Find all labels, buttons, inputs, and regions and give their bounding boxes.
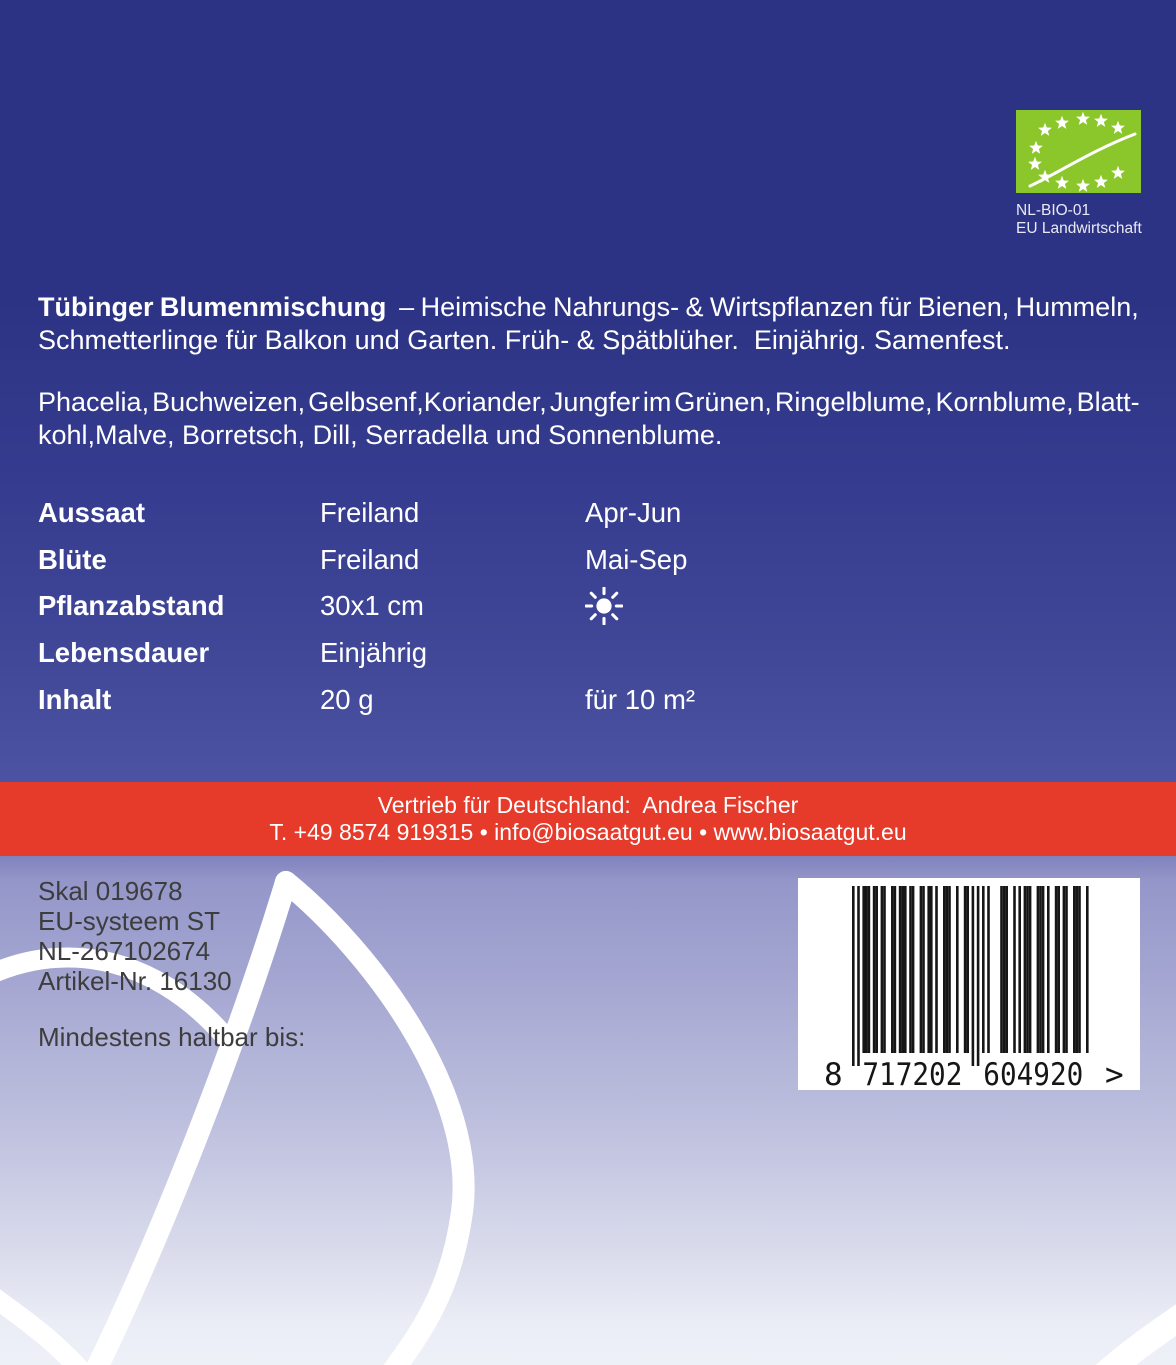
- best-before-label: Mindestens haltbar bis:: [38, 1022, 306, 1052]
- species-list-line1: Phacelia, Buchweizen, Gelbsenf,Koriander, Jungfer im Grünen, Ringelblume, Kornblume, Blatt-: [38, 387, 1140, 417]
- distributor-line1: Vertrieb für Deutschland: Andrea Fischer: [377, 792, 799, 818]
- eu-logo-code: NL-BIO-01: [1016, 202, 1091, 219]
- svg-text:8: 8: [824, 1057, 843, 1090]
- svg-text:604920: 604920: [983, 1057, 1084, 1090]
- spec-value: 20 g: [320, 683, 374, 715]
- table-row: [38, 583, 1140, 630]
- eu-organic-logo: [1016, 110, 1142, 238]
- eu-organic-logo-box: [1016, 110, 1141, 193]
- spec-extra: für 10 m²: [585, 683, 696, 715]
- certification-block: [38, 876, 305, 1052]
- spec-value: Freiland: [320, 543, 420, 575]
- table-row: [38, 676, 1140, 723]
- table-row: [38, 630, 1140, 677]
- cert-line: Artikel-Nr. 16130: [38, 966, 232, 996]
- product-name: Tübinger Blumenmischung: [38, 292, 387, 322]
- cert-line: Skal 019678: [38, 876, 183, 906]
- eu-leaf-stars-icon: [1016, 110, 1141, 193]
- sun-icon: [585, 587, 623, 625]
- spec-value: Freiland: [320, 497, 420, 529]
- spec-label: Inhalt: [38, 683, 112, 715]
- spec-value: Einjährig: [320, 637, 428, 669]
- eu-logo-origin: EU Landwirtschaft: [1016, 220, 1142, 237]
- product-title-line1: [38, 291, 1140, 324]
- svg-text:>: >: [1105, 1057, 1124, 1090]
- table-row: [38, 490, 1140, 537]
- spec-extra: Apr-Jun: [585, 497, 682, 529]
- distributor-banner: [0, 782, 1176, 856]
- spec-label: Lebensdauer: [38, 637, 210, 669]
- spec-label: Blüte: [38, 543, 107, 575]
- cert-line: EU-systeem ST: [38, 906, 221, 936]
- spec-value: 30x1 cm: [320, 590, 424, 622]
- product-tagline: – Heimische Nahrungs- & Wirtspflanzen für Bienen, Hummeln,: [386, 292, 1139, 322]
- spec-extra: Mai-Sep: [585, 543, 688, 575]
- spec-label: Pflanzabstand: [38, 590, 225, 622]
- product-title-line2: Schmetterlinge für Balkon und Garten. Früh- & Spätblüher. Einjährig. Samenfest.: [38, 325, 1011, 355]
- species-list: [38, 386, 1140, 452]
- spec-label: Aussaat: [38, 497, 145, 529]
- barcode: [798, 878, 1140, 1090]
- distributor-line2: T. +49 8574 919315 • info@biosaatgut.eu • www.biosaatgut.eu: [269, 819, 907, 845]
- spec-extra: [585, 583, 1140, 630]
- product-title-block: [38, 291, 1140, 357]
- table-row: [38, 537, 1140, 584]
- barcode-image: [798, 878, 1140, 1090]
- svg-text:717202: 717202: [862, 1057, 963, 1090]
- species-list-line2: kohl,Malve, Borretsch, Dill, Serradella und Sonnenblume.: [38, 420, 723, 450]
- specs-table: [38, 490, 1140, 723]
- cert-line: NL-267102674: [38, 936, 211, 966]
